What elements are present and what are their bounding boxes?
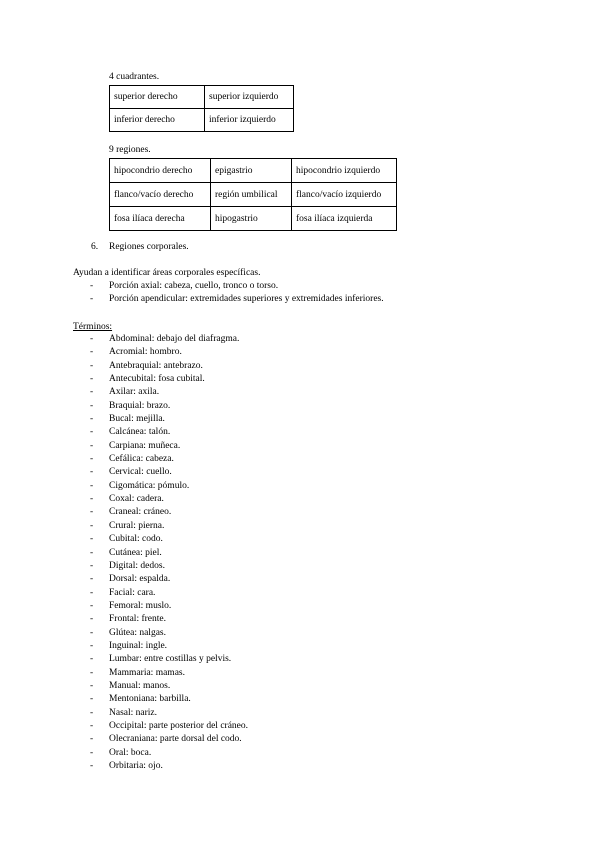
- list-item-text: Frontal: frente.: [109, 614, 166, 625]
- dash-bullet: -: [90, 360, 94, 371]
- list-item-text: Coxal: cadera.: [109, 494, 164, 505]
- list-item-text: Oral: boca.: [109, 747, 152, 758]
- dash-bullet: -: [90, 494, 94, 505]
- list-item: [90, 667, 248, 680]
- list-item: [90, 547, 248, 560]
- list-item: [90, 733, 248, 746]
- table-cell: hipocondrio izquierdo: [292, 159, 397, 183]
- list-item-text: Crural: pierna.: [109, 520, 165, 531]
- dash-bullet: -: [90, 334, 94, 344]
- dash-bullet: -: [90, 400, 94, 411]
- table-cell: epigastrio: [211, 159, 292, 183]
- dash-bullet: -: [90, 707, 94, 718]
- list-item-text: Manual: manos.: [109, 680, 171, 691]
- list-item-text: Calcánea: talón.: [109, 427, 171, 438]
- list-item-text: Porción apendicular: extremidades superiores y extremidades inferiores.: [109, 294, 384, 305]
- dash-bullet: -: [90, 680, 94, 691]
- list-item: [90, 640, 248, 653]
- list-item: [90, 466, 248, 479]
- dash-bullet: -: [90, 694, 94, 705]
- list-item: [90, 587, 248, 600]
- list-item: [90, 560, 248, 573]
- list-item-text: Antecubital: fosa cubital.: [109, 374, 205, 385]
- table-cell: fosa ilíaca derecha: [110, 207, 211, 231]
- list-item-text: Mentoniana: barbilla.: [109, 694, 191, 705]
- section-heading: [91, 242, 189, 252]
- section-number: 6.: [91, 242, 99, 252]
- list-item-text: Abdominal: debajo del diafragma.: [109, 334, 240, 344]
- list-item-text: Craneal: cráneo.: [109, 507, 172, 518]
- dash-bullet: -: [90, 587, 94, 598]
- terms-heading: Términos:: [73, 322, 113, 332]
- dash-bullet: -: [90, 720, 94, 731]
- list-item-text: Olecraniana: parte dorsal del codo.: [109, 734, 242, 745]
- list-item-text: Occipital: parte posterior del cráneo.: [109, 720, 249, 731]
- regions-table: [109, 158, 397, 231]
- dash-bullet: -: [90, 667, 94, 678]
- table-cell: fosa ilíaca izquierda: [292, 207, 397, 231]
- list-item: [90, 400, 248, 413]
- list-item: [90, 720, 248, 733]
- table-cell: región umbilical: [211, 183, 292, 207]
- list-item: [90, 440, 248, 453]
- list-item: [90, 373, 248, 386]
- table-cell: flanco/vacío izquierdo: [292, 183, 397, 207]
- intro-text: Ayudan a identificar áreas corporales específicas.: [73, 268, 261, 278]
- list-item: [90, 453, 248, 466]
- list-item: [90, 760, 248, 773]
- list-item: [90, 520, 248, 533]
- dash-bullet: -: [90, 507, 94, 518]
- dash-bullet: -: [90, 467, 94, 478]
- table-cell: inferior izquierdo: [205, 109, 294, 132]
- quadrants-caption: 4 cuadrantes.: [109, 72, 160, 82]
- dash-bullet: -: [90, 387, 94, 398]
- quadrants-table: [109, 85, 294, 132]
- table-cell: superior izquierdo: [205, 86, 294, 109]
- list-item: [90, 333, 248, 346]
- list-item-text: Dorsal: espalda.: [109, 574, 171, 585]
- dash-bullet: -: [90, 294, 94, 305]
- list-item: [90, 480, 248, 493]
- list-item: [90, 573, 248, 586]
- list-item: [90, 653, 248, 666]
- dash-bullet: -: [90, 560, 94, 571]
- list-item-text: Inguinal: ingle.: [109, 640, 168, 651]
- list-item-text: Cervical: cuello.: [109, 467, 172, 478]
- list-item-text: Porción axial: cabeza, cuello, tronco o torso.: [109, 281, 279, 291]
- list-item: [90, 506, 248, 519]
- dash-bullet: -: [90, 654, 94, 665]
- list-item: [90, 693, 248, 706]
- list-item-text: Nasal: nariz.: [109, 707, 158, 718]
- list-item-text: Orbitaria: ojo.: [109, 761, 163, 771]
- list-item: [90, 707, 248, 720]
- list-item-text: Digital: dedos.: [109, 560, 165, 571]
- list-item: [90, 613, 248, 626]
- list-item: [90, 533, 248, 546]
- dash-bullet: -: [90, 761, 94, 771]
- table-row: [110, 109, 294, 132]
- dash-bullet: -: [90, 414, 94, 425]
- list-item: [90, 680, 248, 693]
- dash-bullet: -: [90, 427, 94, 438]
- list-item-text: Femoral: muslo.: [109, 600, 172, 611]
- dash-bullet: -: [90, 547, 94, 558]
- dash-bullet: -: [90, 600, 94, 611]
- table-row: [110, 159, 397, 183]
- list-item-text: Cigomática: pómulo.: [109, 480, 190, 491]
- list-item: [90, 280, 384, 293]
- dash-bullet: -: [90, 747, 94, 758]
- list-item-text: Axilar: axila.: [109, 387, 160, 398]
- dash-bullet: -: [90, 520, 94, 531]
- list-item-text: Carpiana: muñeca.: [109, 440, 181, 451]
- list-item-text: Facial: cara.: [109, 587, 156, 598]
- list-item-text: Lumbar: entre costillas y pelvis.: [109, 654, 232, 665]
- list-item-text: Bucal: mejilla.: [109, 414, 165, 425]
- dash-bullet: -: [90, 374, 94, 385]
- table-row: [110, 183, 397, 207]
- dash-bullet: -: [90, 734, 94, 745]
- dash-bullet: -: [90, 480, 94, 491]
- list-item: [90, 600, 248, 613]
- list-item-text: Mammaria: mamas.: [109, 667, 185, 678]
- list-item: [90, 293, 384, 306]
- table-cell: hipogastrio: [211, 207, 292, 231]
- list-item-text: Cutánea: piel.: [109, 547, 162, 558]
- table-cell: inferior derecho: [110, 109, 205, 132]
- list-item-text: Glútea: nalgas.: [109, 627, 166, 638]
- table-row: [110, 207, 397, 231]
- regions-caption: 9 regiones.: [109, 145, 151, 155]
- table-cell: superior derecho: [110, 86, 205, 109]
- table-row: [110, 86, 294, 109]
- table-cell: hipocondrio derecho: [110, 159, 211, 183]
- list-item-text: Cefálica: cabeza.: [109, 454, 174, 465]
- list-item: [90, 426, 248, 439]
- dash-bullet: -: [90, 640, 94, 651]
- dash-bullet: -: [90, 454, 94, 465]
- dash-bullet: -: [90, 614, 94, 625]
- list-item-text: Acromial: hombro.: [109, 347, 182, 358]
- list-item-text: Antebraquial: antebrazo.: [109, 360, 203, 371]
- dash-bullet: -: [90, 440, 94, 451]
- dash-bullet: -: [90, 534, 94, 545]
- list-item: [90, 627, 248, 640]
- list-item-text: Cubital: codo.: [109, 534, 163, 545]
- portions-list: [90, 280, 384, 307]
- list-item: [90, 747, 248, 760]
- section-title: Regiones corporales.: [109, 242, 189, 252]
- list-item: [90, 360, 248, 373]
- list-item: [90, 493, 248, 506]
- list-item: [90, 413, 248, 426]
- dash-bullet: -: [90, 347, 94, 358]
- dash-bullet: -: [90, 627, 94, 638]
- list-item-text: Braquial: brazo.: [109, 400, 171, 411]
- table-cell: flanco/vacío derecho: [110, 183, 211, 207]
- list-item: [90, 386, 248, 399]
- terms-list: [90, 333, 248, 773]
- dash-bullet: -: [90, 281, 94, 291]
- list-item: [90, 346, 248, 359]
- dash-bullet: -: [90, 574, 94, 585]
